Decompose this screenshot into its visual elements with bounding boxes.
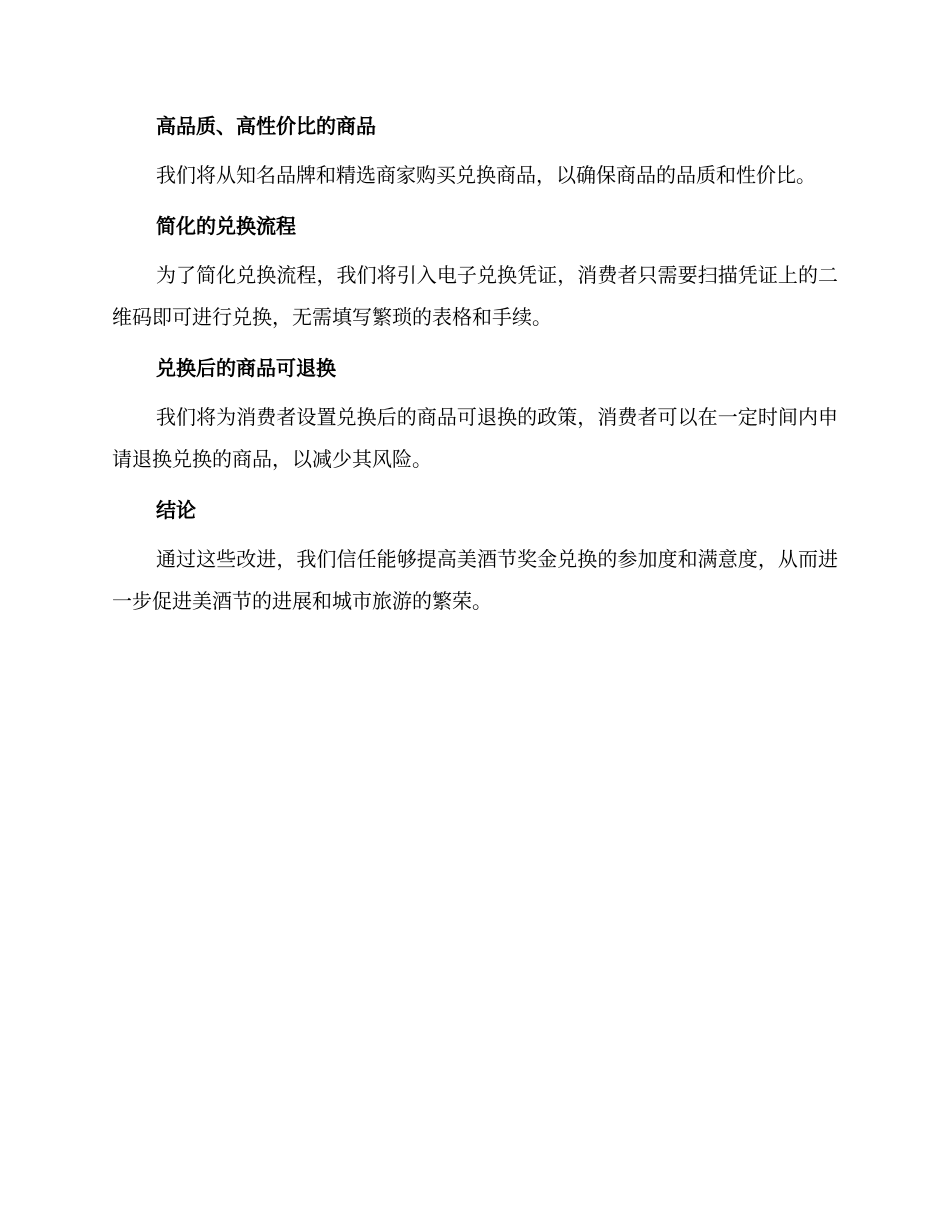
section-body-return-policy: 我们将为消费者设置兑换后的商品可退换的政策，消费者可以在一定时间内申请退换兑换的商品，以减少其风险。 (112, 405, 838, 471)
section-body-simplified-process: 为了简化兑换流程，我们将引入电子兑换凭证，消费者只需要扫描凭证上的二维码即可进行兑换，无需填写繁琐的表格和手续。 (112, 263, 838, 329)
document-page (112, 108, 838, 622)
section-heading-quality-goods: 高品质、高性价比的商品 (156, 114, 376, 138)
section-heading-simplified-process: 简化的兑换流程 (156, 214, 296, 238)
section-heading-return-policy: 兑换后的商品可退换 (156, 356, 336, 380)
section-body-quality-goods: 我们将从知名品牌和精选商家购买兑换商品，以确保商品的品质和性价比。 (156, 163, 816, 187)
section-body-conclusion: 通过这些改进，我们信任能够提高美酒节奖金兑换的参加度和满意度，从而进一步促进美酒节的进展和城市旅游的繁荣。 (112, 547, 838, 613)
section-heading-conclusion: 结论 (156, 498, 196, 522)
